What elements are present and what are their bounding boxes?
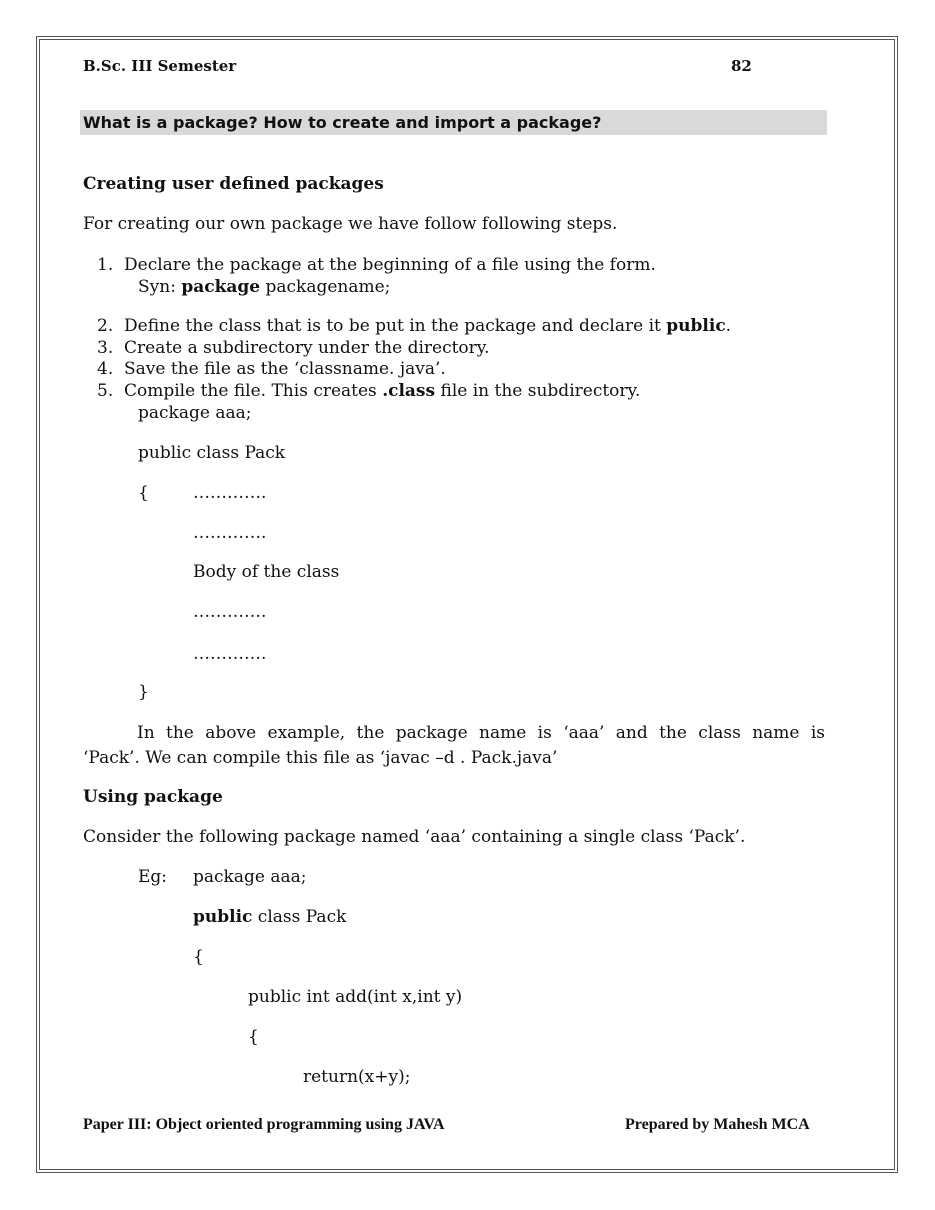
step-2-main: Define the class that is to be put in the package and declare it bbox=[124, 316, 667, 336]
code-close-brace: } bbox=[138, 682, 149, 702]
step-3-number: 3. bbox=[97, 338, 114, 358]
explanation-paragraph bbox=[83, 721, 825, 771]
header-page-number: 82 bbox=[731, 57, 752, 75]
step-5-text bbox=[124, 381, 640, 401]
using-intro: Consider the following package named ‘aaa’ containing a single class ‘Pack’. bbox=[83, 827, 746, 847]
using-class-rest: class Pack bbox=[252, 907, 347, 927]
explanation-line-1: In the above example, the package name is ‘aaa’ and the class name is bbox=[137, 723, 825, 743]
step-1-number: 1. bbox=[97, 255, 114, 275]
section-title-using: Using package bbox=[83, 787, 223, 807]
syntax-line bbox=[138, 277, 390, 297]
footer-author: Prepared by Mahesh MCA bbox=[625, 1116, 810, 1133]
step-4-text: Save the file as the ‘classname. java’. bbox=[124, 359, 446, 379]
using-method-signature: public int add(int x,int y) bbox=[248, 987, 463, 1007]
step-2-end: . bbox=[725, 316, 732, 336]
code-dots-3: …………. bbox=[193, 602, 267, 622]
code-dots-2: …………. bbox=[193, 523, 267, 543]
step-2-text bbox=[124, 316, 731, 336]
step-5-keyword: .class bbox=[382, 381, 436, 401]
step-2-number: 2. bbox=[97, 316, 114, 336]
creating-intro: For creating our own package we have follow following steps. bbox=[83, 214, 618, 234]
step-1-text: Declare the package at the beginning of a file using the form. bbox=[124, 255, 656, 275]
code-body-line: Body of the class bbox=[193, 562, 340, 582]
code-package-line: package aaa; bbox=[138, 403, 252, 423]
step-3-text: Create a subdirectory under the directory. bbox=[124, 338, 490, 358]
using-public-keyword: public bbox=[193, 907, 253, 927]
syntax-prefix: Syn: bbox=[138, 277, 182, 297]
code-open-brace: { bbox=[138, 483, 149, 503]
page-border-inner bbox=[39, 39, 895, 1170]
code-class-line: public class Pack bbox=[138, 443, 286, 463]
using-return-statement: return(x+y); bbox=[303, 1067, 411, 1087]
syntax-rest: packagename; bbox=[260, 277, 391, 297]
question-title: What is a package? How to create and import a package? bbox=[83, 113, 602, 132]
code-dots-1: …………. bbox=[193, 483, 267, 503]
code-dots-4: …………. bbox=[193, 644, 267, 664]
step-5-number: 5. bbox=[97, 381, 114, 401]
section-title-creating: Creating user defined packages bbox=[83, 174, 384, 194]
using-class-line bbox=[193, 907, 346, 927]
using-package-line: package aaa; bbox=[193, 867, 307, 887]
using-method-brace: { bbox=[248, 1027, 259, 1047]
explanation-line-2: ‘Pack’. We can compile this file as ‘javac –d . Pack.java’ bbox=[83, 748, 558, 768]
step-2-keyword: public bbox=[666, 316, 726, 336]
using-open-brace: { bbox=[193, 947, 204, 967]
step-5-main: Compile the file. This creates bbox=[124, 381, 383, 401]
step-5-end: file in the subdirectory. bbox=[435, 381, 641, 401]
step-4-number: 4. bbox=[97, 359, 114, 379]
syntax-keyword: package bbox=[181, 277, 261, 297]
header-semester: B.Sc. III Semester bbox=[83, 57, 237, 75]
example-label: Eg: bbox=[138, 867, 168, 887]
footer-paper-title: Paper III: Object oriented programming using JAVA bbox=[83, 1116, 445, 1133]
